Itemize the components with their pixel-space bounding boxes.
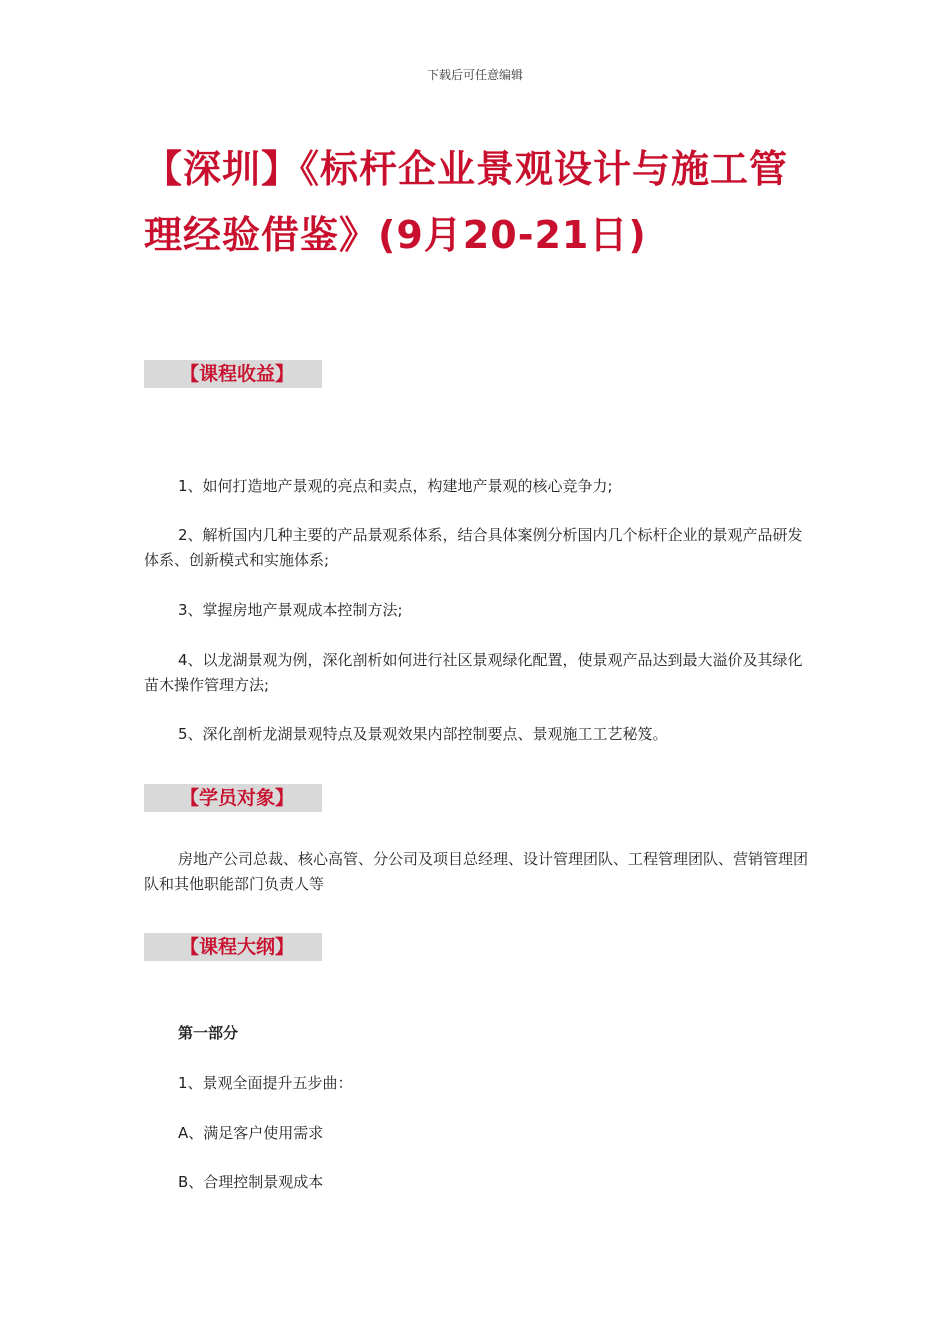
benefit-item-2: 2、解析国内几种主要的产品景观系体系，结合具体案例分析国内几个标杆企业的景观产品研发体系、创新模式和实施体系; xyxy=(144,526,803,569)
header-note: 下载后可任意编辑 xyxy=(426,68,523,82)
outline-part-title: 第一部分 xyxy=(178,1024,239,1042)
benefit-item-4: 4、以龙湖景观为例，深化剖析如何进行社区景观绿化配置，使景观产品达到最大溢价及其绿化苗木操作管理方法; xyxy=(144,651,803,694)
outline-sub-b: B、合理控制景观成本 xyxy=(178,1173,324,1191)
section-heading-benefits: 【课程收益】 xyxy=(144,360,322,388)
benefit-item-5: 5、深化剖析龙湖景观特点及景观效果内部控制要点、景观施工工艺秘笈。 xyxy=(178,725,668,743)
document-title: 【深圳】《标杆企业景观设计与施工管理经验借鉴》(9月20-21日) xyxy=(144,147,789,257)
audience-text: 房地产公司总裁、核心高管、分公司及项目总经理、设计管理团队、工程管理团队、营销管理团队和其他职能部门负责人等 xyxy=(144,850,809,893)
outline-item-1: 1、景观全面提升五步曲： xyxy=(178,1074,353,1092)
benefit-item-3: 3、掌握房地产景观成本控制方法; xyxy=(178,601,403,619)
section-heading-audience: 【学员对象】 xyxy=(144,784,322,812)
section-heading-outline: 【课程大纲】 xyxy=(144,933,322,961)
outline-sub-a: A、满足客户使用需求 xyxy=(178,1124,324,1142)
benefit-item-1: 1、如何打造地产景观的亮点和卖点，构建地产景观的核心竞争力; xyxy=(178,477,613,495)
